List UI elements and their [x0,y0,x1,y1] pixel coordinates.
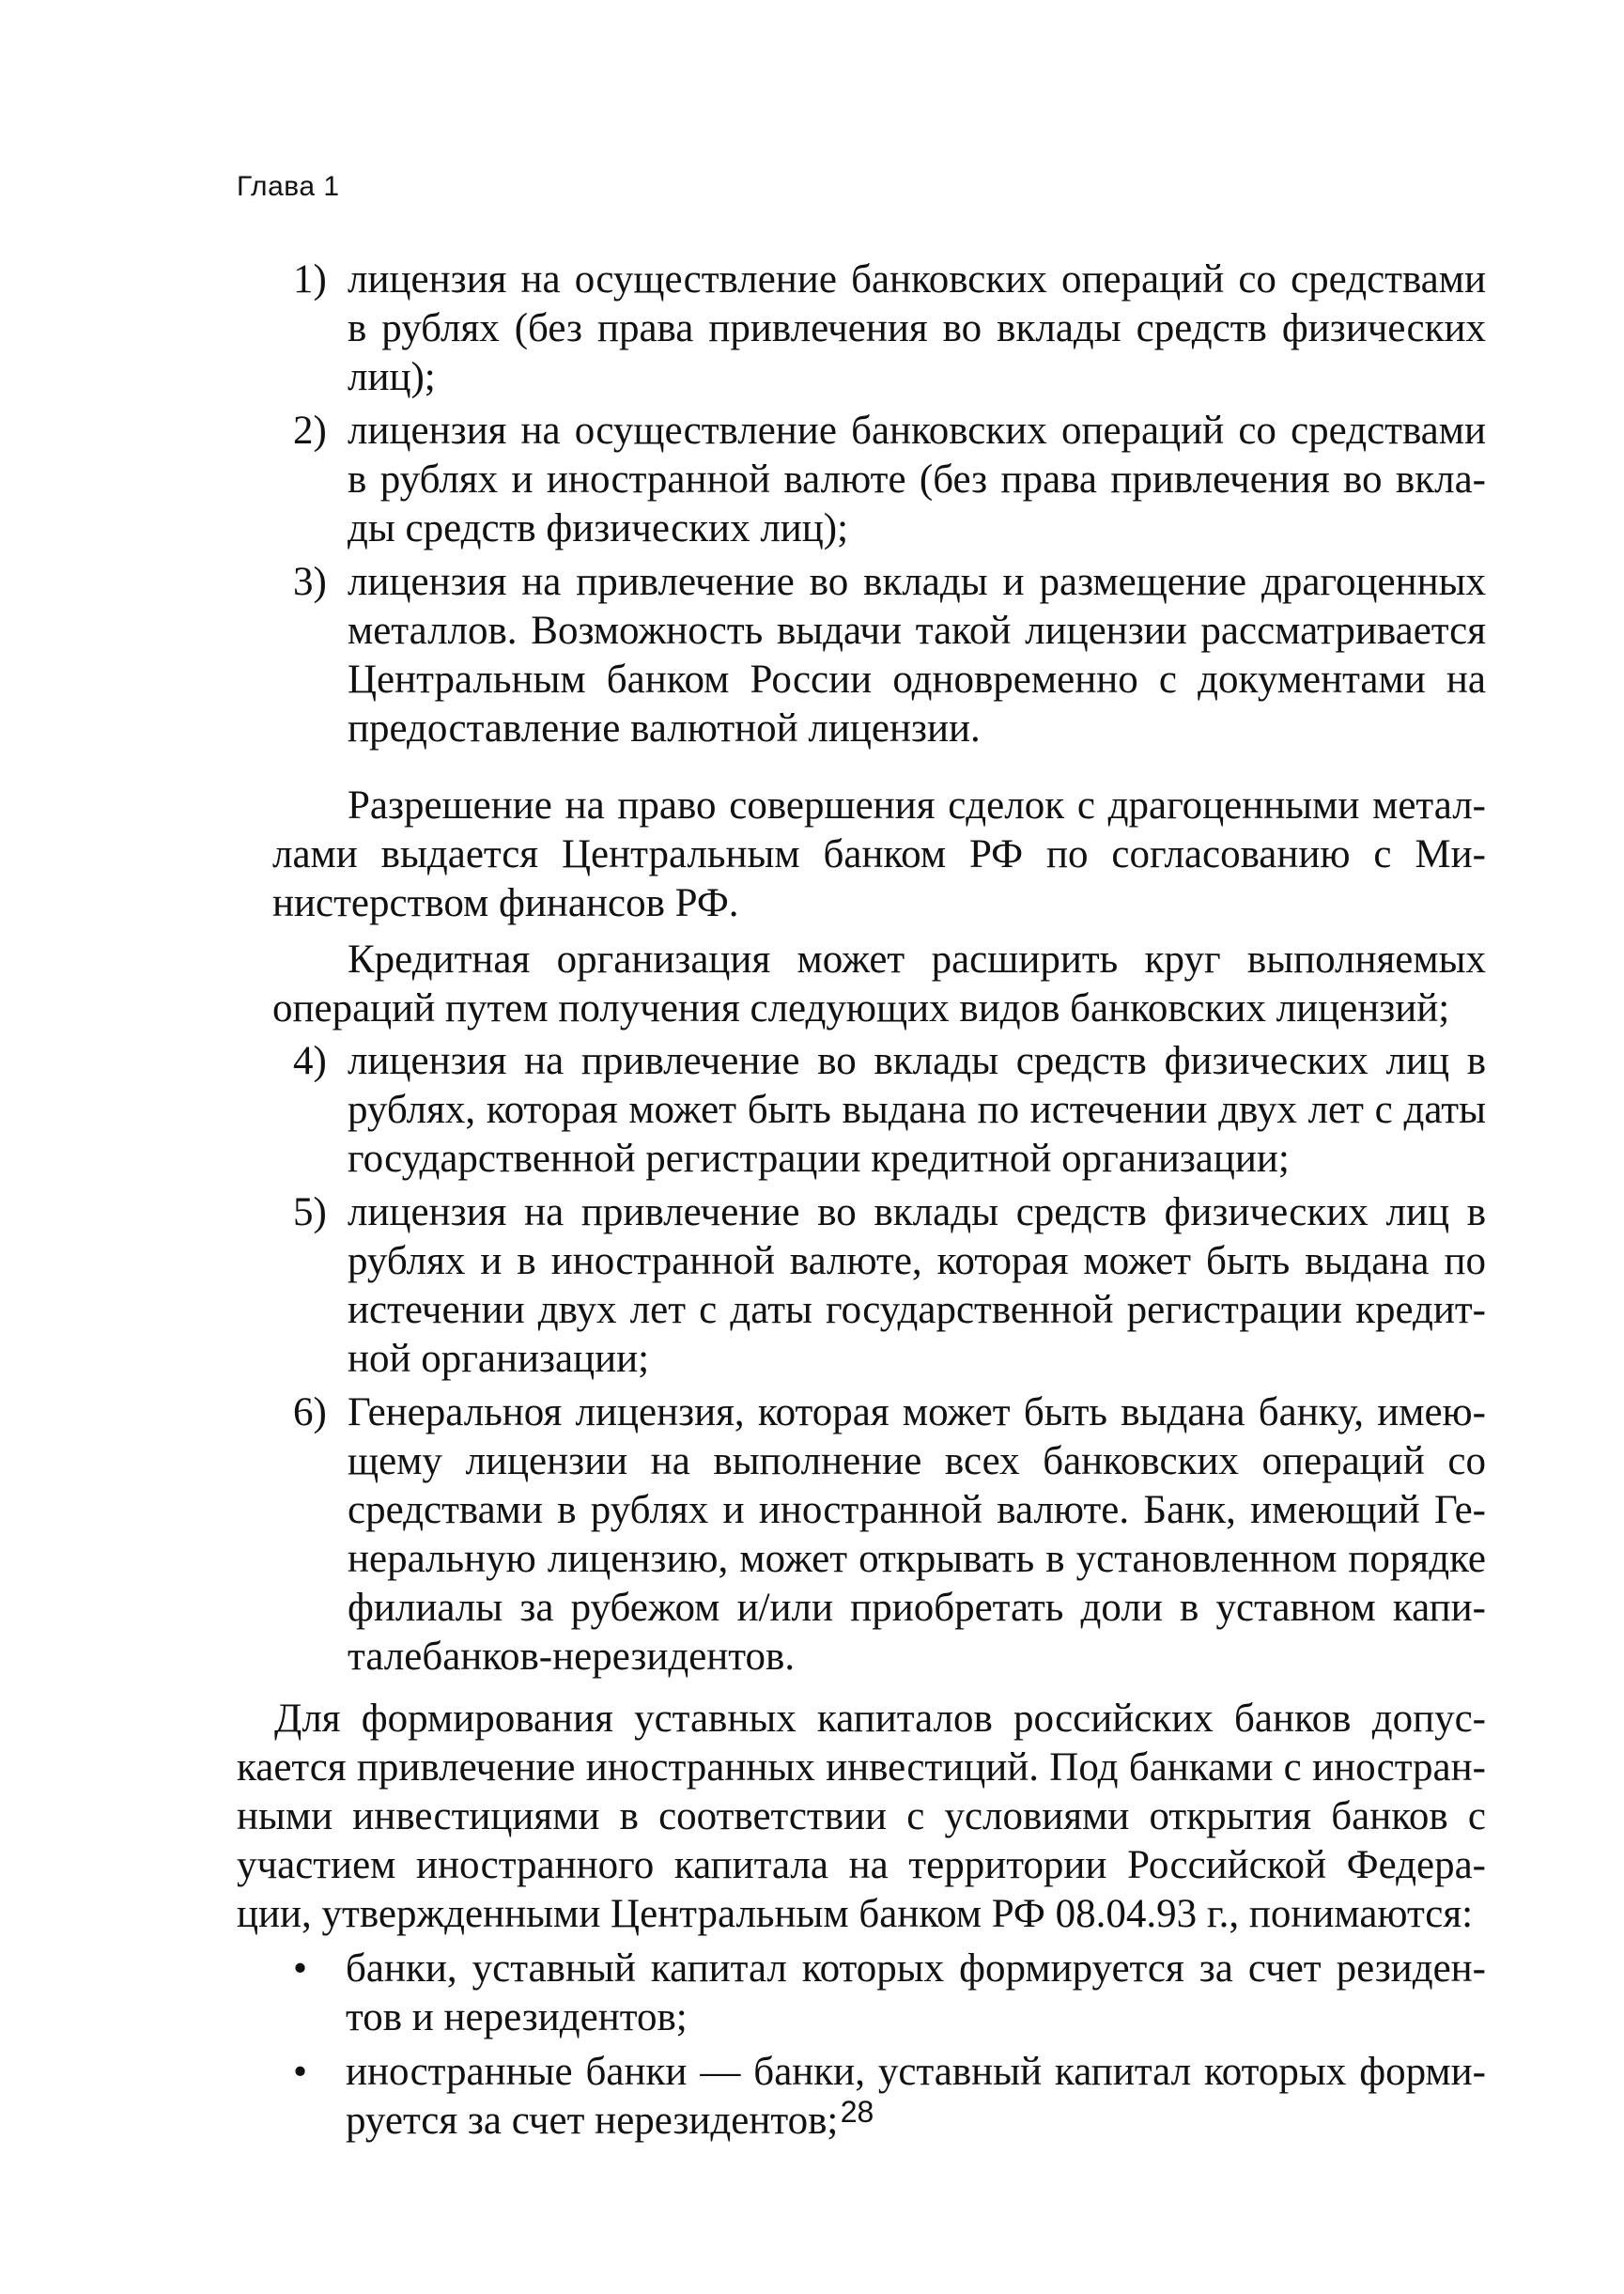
list-item [272,1037,1486,1184]
bullet-item [272,1945,1486,2042]
list-item-text: лицензия на привлечение во вклады средств физических лиц в рублях, которая может быть выдана по истечении двух лет с даты государственной регистрации кредитной организации; [348,1039,1486,1181]
list-item [272,407,1486,553]
running-header: Глава 1 [237,171,340,202]
list-item-text: лицензия на осуществление банковских операций со средствами в рублях (без права привлечения во вклады средств физических лиц); [348,257,1486,399]
list-item [272,558,1486,753]
list-marker: 5) [293,1190,327,1234]
bullet-text: банки, уставный капитал которых формируется за счет резидентов и нерезидентов; [346,1946,1486,2039]
bullet-text: иностранные банки — банки, уставный капитал которых формируется за счет нерезидентов; [346,2050,1486,2143]
page-number: 28 [840,2095,874,2129]
page-content [237,256,1486,2146]
paragraph-foreign-capital: Для формирования уставных капиталов российских банков допускается привлечение иностранных инвестиций. Под банками с иностранными инвестициями в соответствии с условиями открытия банков с участием иностранного капитала на территории Российской Федерации, утвержденными Центральным банком РФ 08.04.93 г., понимаются: [237,1697,1486,1936]
list-marker: 6) [293,1390,327,1434]
bullet-marker: • [293,1946,308,1991]
list-item-text: Генеральноя лицензия, которая может быть выдана банку, имеющему лицензии на выполнение всех банковских операций со средствами в рублях и иностранной валюте. Банк, имеющий Генеральную лицензию, может открывать в установленном порядке филиалы за рубежом и/или приобретать доли в уставном капиталебанков-нерезидентов. [348,1390,1486,1679]
list-item [272,256,1486,402]
bullet-marker: • [293,2050,308,2094]
list-item-text: лицензия на привлечение во вклады средств физических лиц в рублях и в иностранной валюте, которая может быть выдана по истечении двух лет с даты государственной регистрации кредитной организации; [348,1190,1486,1381]
list-marker: 1) [293,257,327,302]
list-marker: 3) [293,560,327,604]
paragraph-expand: Кредитная организация может расширить круг выполняемых операций путем получения следующих видов банковских лицензий; [272,938,1486,1031]
list-marker: 2) [293,409,327,453]
list-item [272,1188,1486,1384]
list-item-text: лицензия на привлечение во вклады и размещение драгоценных металлов. Возможность выдачи такой лицензии рассматривается Центральным банком России одновременно с документами на предоставление валютной лицензии. [348,560,1486,751]
paragraph-permission: Разрешение на право совершения сделок с драгоценными металлами выдается Центральным банком РФ по согласованию с Министерством финансов РФ. [272,783,1486,925]
list-marker: 4) [293,1039,327,1083]
list-item-text: лицензия на осуществление банковских операций со средствами в рублях и иностранной валюте (без права привлечения во вклады средств физических лиц); [348,409,1486,550]
list-item [272,1388,1486,1682]
